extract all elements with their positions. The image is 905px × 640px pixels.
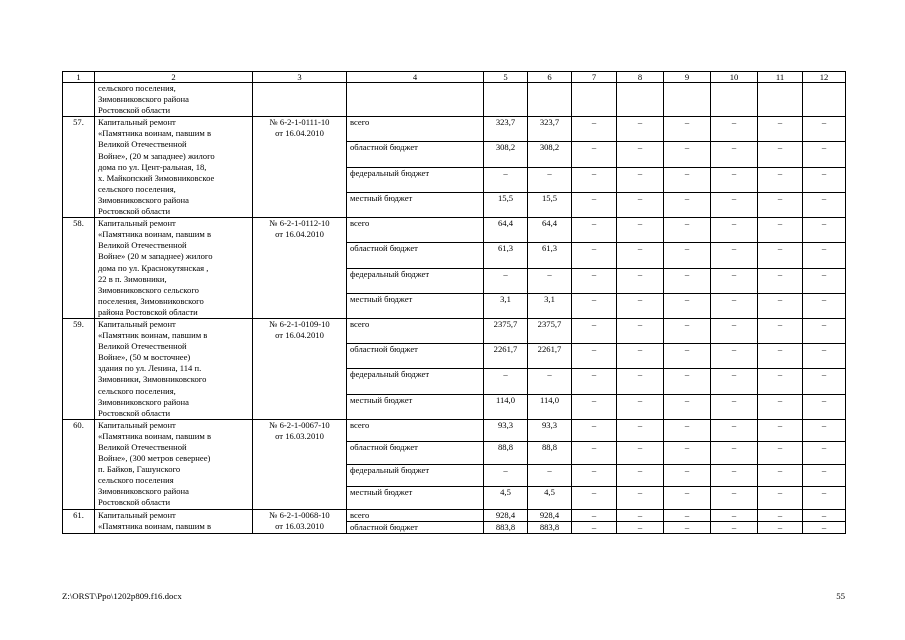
dash-cell: – — [572, 487, 617, 509]
funding-source: федеральный бюджет — [347, 167, 484, 192]
column-header: 9 — [664, 72, 711, 83]
registration-code-line: от 16.03.2010 — [275, 430, 324, 441]
funding-source: федеральный бюджет — [347, 464, 484, 486]
registration-code-line: от 16.04.2010 — [275, 330, 324, 341]
dash-cell: – — [758, 167, 803, 192]
dash-cell: – — [617, 464, 664, 486]
dash-cell: – — [758, 521, 803, 533]
object-name-line: Зимовниковского сельского — [98, 284, 199, 295]
dash-cell: – — [572, 192, 617, 217]
object-name-line: Ростовской области — [98, 407, 171, 418]
dash-cell: – — [711, 142, 758, 167]
value-col6: 308,2 — [528, 142, 572, 167]
object-name-line: района Ростовской области — [98, 306, 198, 317]
value-col6: 114,0 — [528, 394, 572, 419]
object-name-line: Ростовской области — [98, 206, 171, 217]
empty-cell — [664, 83, 711, 117]
column-header: 3 — [253, 72, 347, 83]
value-col5: 64,4 — [484, 218, 528, 243]
dash-cell: – — [617, 487, 664, 509]
dash-cell: – — [572, 464, 617, 486]
object-name-line: Зимовниковского района — [98, 194, 189, 205]
registration-code — [253, 318, 347, 419]
object-name-line: сельского поселения, — [98, 183, 176, 194]
dash-cell: – — [711, 243, 758, 268]
dash-cell: – — [617, 142, 664, 167]
value-col6: 928,4 — [528, 509, 572, 521]
object-name-line: х. Майкопский Зимовниковское — [98, 172, 215, 183]
value-col5: – — [484, 268, 528, 293]
dash-cell: – — [617, 318, 664, 343]
object-name-line: дома по ул. Цент-ральная, 18, — [98, 161, 207, 172]
empty-cell — [758, 83, 803, 117]
registration-code-line: от 16.04.2010 — [275, 128, 324, 139]
dash-cell: – — [711, 464, 758, 486]
object-name-line: Капитальный ремонт — [98, 318, 176, 329]
object-name-line: Войне», (300 метров севернее) — [98, 453, 211, 464]
column-header: 2 — [95, 72, 253, 83]
object-name-line: Ростовской области — [98, 105, 171, 116]
empty-cell — [711, 83, 758, 117]
funding-source: областной бюджет — [347, 442, 484, 464]
registration-code-line: от 16.03.2010 — [275, 520, 324, 531]
value-col5: 2375,7 — [484, 318, 528, 343]
value-col5: 61,3 — [484, 243, 528, 268]
dash-cell: – — [664, 509, 711, 521]
object-name-line: Войне», (50 м восточнее) — [98, 352, 191, 363]
file-path: Z:\ORST\Ppo\1202p809.f16.docx — [62, 591, 182, 601]
dash-cell: – — [803, 464, 846, 486]
dash-cell: – — [572, 442, 617, 464]
dash-cell: – — [572, 419, 617, 441]
dash-cell: – — [803, 243, 846, 268]
column-header: 12 — [803, 72, 846, 83]
dash-cell: – — [711, 268, 758, 293]
dash-cell: – — [711, 167, 758, 192]
column-header: 6 — [528, 72, 572, 83]
registration-code-line: № 6-2-1-0109-10 — [269, 318, 330, 329]
dash-cell: – — [617, 167, 664, 192]
dash-cell: – — [572, 369, 617, 394]
registration-code — [253, 218, 347, 319]
object-name-line: Великой Отечественной — [98, 240, 187, 251]
dash-cell: – — [803, 521, 846, 533]
registration-code-line: от 16.04.2010 — [275, 229, 324, 240]
dash-cell: – — [758, 419, 803, 441]
row-number: 60. — [63, 419, 95, 509]
dash-cell: – — [617, 218, 664, 243]
dash-cell: – — [572, 394, 617, 419]
value-col5: 114,0 — [484, 394, 528, 419]
dash-cell: – — [803, 268, 846, 293]
dash-cell: – — [664, 218, 711, 243]
dash-cell: – — [617, 521, 664, 533]
dash-cell: – — [711, 192, 758, 217]
column-header: 1 — [63, 72, 95, 83]
dash-cell: – — [711, 218, 758, 243]
object-name-line: Зимовниковского района — [98, 396, 189, 407]
dash-cell: – — [803, 487, 846, 509]
value-col5: – — [484, 369, 528, 394]
object-name-line: сельского поселения, — [98, 385, 176, 396]
funding-source: областной бюджет — [347, 142, 484, 167]
dash-cell: – — [617, 394, 664, 419]
registration-code-line: № 6-2-1-0111-10 — [269, 117, 330, 128]
object-name-line: 22 в п. Зимовники, — [98, 273, 167, 284]
dash-cell: – — [572, 318, 617, 343]
dash-cell: – — [664, 419, 711, 441]
budget-table — [62, 71, 846, 534]
funding-source: федеральный бюджет — [347, 369, 484, 394]
value-col5: 3,1 — [484, 293, 528, 318]
object-name-line: сельского поселения, — [98, 83, 176, 93]
dash-cell: – — [758, 394, 803, 419]
dash-cell: – — [572, 268, 617, 293]
dash-cell: – — [803, 344, 846, 369]
table-row — [63, 117, 846, 142]
dash-cell: – — [617, 117, 664, 142]
value-col6: 61,3 — [528, 243, 572, 268]
dash-cell: – — [664, 117, 711, 142]
dash-cell: – — [664, 442, 711, 464]
dash-cell: – — [664, 268, 711, 293]
dash-cell: – — [664, 142, 711, 167]
dash-cell: – — [711, 394, 758, 419]
object-name-line: Войне», (20 м западнее) жилого — [98, 150, 215, 161]
object-name-line: «Памятника воинам, павшим в — [98, 229, 212, 240]
object-name-line: здания по ул. Ленина, 114 п. — [98, 363, 202, 374]
dash-cell: – — [572, 344, 617, 369]
funding-source: местный бюджет — [347, 487, 484, 509]
dash-cell: – — [572, 167, 617, 192]
column-header: 7 — [572, 72, 617, 83]
value-col6: – — [528, 464, 572, 486]
dash-cell: – — [664, 344, 711, 369]
registration-code — [253, 419, 347, 509]
object-name-line: Зимовники, Зимовниковского — [98, 374, 207, 385]
column-header: 8 — [617, 72, 664, 83]
value-col5: – — [484, 464, 528, 486]
funding-source: местный бюджет — [347, 394, 484, 419]
dash-cell: – — [572, 243, 617, 268]
dash-cell: – — [711, 369, 758, 394]
dash-cell: – — [758, 344, 803, 369]
dash-cell: – — [617, 442, 664, 464]
dash-cell: – — [711, 293, 758, 318]
dash-cell: – — [711, 419, 758, 441]
value-col6: 4,5 — [528, 487, 572, 509]
value-col5: 88,8 — [484, 442, 528, 464]
dash-cell: – — [758, 268, 803, 293]
dash-cell: – — [758, 117, 803, 142]
object-name-line: Зимовниковского района — [98, 486, 189, 497]
row-number-cell — [63, 83, 95, 117]
value-col5: 928,4 — [484, 509, 528, 521]
column-header: 4 — [347, 72, 484, 83]
dash-cell: – — [617, 293, 664, 318]
registration-code — [253, 117, 347, 218]
dash-cell: – — [758, 442, 803, 464]
row-number: 58. — [63, 218, 95, 319]
dash-cell: – — [803, 509, 846, 521]
value-col5: 323,7 — [484, 117, 528, 142]
empty-cell — [572, 83, 617, 117]
registration-code-line: № 6-2-1-0067-10 — [269, 419, 330, 430]
object-name-line: дома по ул. Краснокутянская , — [98, 262, 209, 273]
dash-cell: – — [711, 344, 758, 369]
object-name-line: Войне» (20 м западнее) жилого — [98, 251, 213, 262]
funding-source: всего — [347, 318, 484, 343]
empty-cell — [803, 83, 846, 117]
column-header: 11 — [758, 72, 803, 83]
value-col5: 93,3 — [484, 419, 528, 441]
empty-cell — [484, 83, 528, 117]
value-col5: – — [484, 167, 528, 192]
dash-cell: – — [758, 487, 803, 509]
dash-cell: – — [617, 344, 664, 369]
object-name-line: Капитальный ремонт — [98, 218, 176, 229]
funding-source: областной бюджет — [347, 521, 484, 533]
dash-cell: – — [803, 142, 846, 167]
value-col5: 2261,7 — [484, 344, 528, 369]
dash-cell: – — [758, 218, 803, 243]
dash-cell: – — [572, 293, 617, 318]
dash-cell: – — [572, 218, 617, 243]
dash-cell: – — [711, 117, 758, 142]
object-name — [95, 218, 253, 319]
dash-cell: – — [803, 117, 846, 142]
dash-cell: – — [572, 509, 617, 521]
value-col6: 15,5 — [528, 192, 572, 217]
dash-cell: – — [758, 293, 803, 318]
dash-cell: – — [664, 243, 711, 268]
dash-cell: – — [664, 394, 711, 419]
row-number: 61. — [63, 509, 95, 533]
value-col6: 64,4 — [528, 218, 572, 243]
value-col5: 4,5 — [484, 487, 528, 509]
dash-cell: – — [664, 464, 711, 486]
table-row — [63, 419, 846, 441]
dash-cell: – — [803, 442, 846, 464]
dash-cell: – — [758, 192, 803, 217]
value-col6: 2375,7 — [528, 318, 572, 343]
object-name-line: Зимовниковского района — [98, 94, 189, 105]
object-name-line: п. Байков, Гашунского — [98, 464, 181, 475]
dash-cell: – — [758, 509, 803, 521]
dash-cell: – — [711, 521, 758, 533]
dash-cell: – — [617, 509, 664, 521]
object-name — [95, 318, 253, 419]
object-name — [95, 117, 253, 218]
dash-cell: – — [803, 167, 846, 192]
dash-cell: – — [572, 117, 617, 142]
object-name-line: «Памятника воинам, павшим в — [98, 128, 212, 139]
dash-cell: – — [617, 369, 664, 394]
funding-source: всего — [347, 218, 484, 243]
dash-cell: – — [617, 268, 664, 293]
dash-cell: – — [617, 243, 664, 268]
object-name — [95, 419, 253, 509]
value-col6: 3,1 — [528, 293, 572, 318]
object-name-line: поселения, Зимовниковского — [98, 295, 204, 306]
dash-cell: – — [664, 369, 711, 394]
dash-cell: – — [617, 192, 664, 217]
dash-cell: – — [758, 243, 803, 268]
dash-cell: – — [617, 419, 664, 441]
object-name — [95, 83, 253, 117]
object-name-line: Ростовской области — [98, 497, 171, 508]
empty-cell — [528, 83, 572, 117]
dash-cell: – — [572, 521, 617, 533]
value-col6: – — [528, 369, 572, 394]
column-header: 5 — [484, 72, 528, 83]
value-col6: 2261,7 — [528, 344, 572, 369]
dash-cell: – — [758, 464, 803, 486]
funding-source: местный бюджет — [347, 192, 484, 217]
object-name-line: Капитальный ремонт — [98, 509, 176, 520]
dash-cell: – — [758, 318, 803, 343]
empty-cell — [617, 83, 664, 117]
object-name-line: «Памятника воинам, павшим в — [98, 430, 212, 441]
object-name-line: Великой Отечественной — [98, 341, 187, 352]
dash-cell: – — [572, 142, 617, 167]
object-name-line: Великой Отечественной — [98, 139, 187, 150]
dash-cell: – — [803, 394, 846, 419]
dash-cell: – — [758, 369, 803, 394]
page-number: 55 — [836, 591, 845, 601]
funding-source: всего — [347, 117, 484, 142]
dash-cell: – — [803, 293, 846, 318]
dash-cell: – — [803, 369, 846, 394]
value-col6: 93,3 — [528, 419, 572, 441]
value-col5: 308,2 — [484, 142, 528, 167]
funding-source: всего — [347, 509, 484, 521]
dash-cell: – — [711, 509, 758, 521]
value-col6: 883,8 — [528, 521, 572, 533]
dash-cell: – — [711, 442, 758, 464]
dash-cell: – — [664, 318, 711, 343]
dash-cell: – — [711, 318, 758, 343]
row-number: 57. — [63, 117, 95, 218]
column-header-row — [63, 72, 846, 83]
object-name-line: сельского поселения — [98, 475, 174, 486]
registration-code — [253, 509, 347, 533]
registration-code-line: № 6-2-1-0068-10 — [269, 509, 330, 520]
funding-source: областной бюджет — [347, 243, 484, 268]
value-col6: – — [528, 167, 572, 192]
dash-cell: – — [803, 192, 846, 217]
value-col6: 323,7 — [528, 117, 572, 142]
object-name-line: Капитальный ремонт — [98, 419, 176, 430]
value-col6: 88,8 — [528, 442, 572, 464]
continuation-row — [63, 83, 846, 117]
empty-cell — [347, 83, 484, 117]
dash-cell: – — [664, 293, 711, 318]
column-header: 10 — [711, 72, 758, 83]
funding-source: федеральный бюджет — [347, 268, 484, 293]
dash-cell: – — [664, 192, 711, 217]
funding-source: всего — [347, 419, 484, 441]
dash-cell: – — [758, 142, 803, 167]
value-col6: – — [528, 268, 572, 293]
table-row — [63, 509, 846, 521]
row-number: 59. — [63, 318, 95, 419]
object-name — [95, 509, 253, 533]
value-col5: 883,8 — [484, 521, 528, 533]
empty-cell — [253, 83, 347, 117]
funding-source: местный бюджет — [347, 293, 484, 318]
dash-cell: – — [711, 487, 758, 509]
value-col5: 15,5 — [484, 192, 528, 217]
object-name-line: Великой Отечественной — [98, 442, 187, 452]
dash-cell: – — [803, 419, 846, 441]
dash-cell: – — [664, 521, 711, 533]
dash-cell: – — [664, 487, 711, 509]
table-row — [63, 218, 846, 243]
table-row — [63, 318, 846, 343]
object-name-line: «Памятник воинам, павшим в — [98, 330, 208, 341]
object-name-line: «Памятника воинам, павшим в — [98, 520, 212, 531]
dash-cell: – — [803, 218, 846, 243]
funding-source: областной бюджет — [347, 344, 484, 369]
dash-cell: – — [803, 318, 846, 343]
registration-code-line: № 6-2-1-0112-10 — [269, 218, 330, 229]
dash-cell: – — [664, 167, 711, 192]
object-name-line: Капитальный ремонт — [98, 117, 176, 128]
